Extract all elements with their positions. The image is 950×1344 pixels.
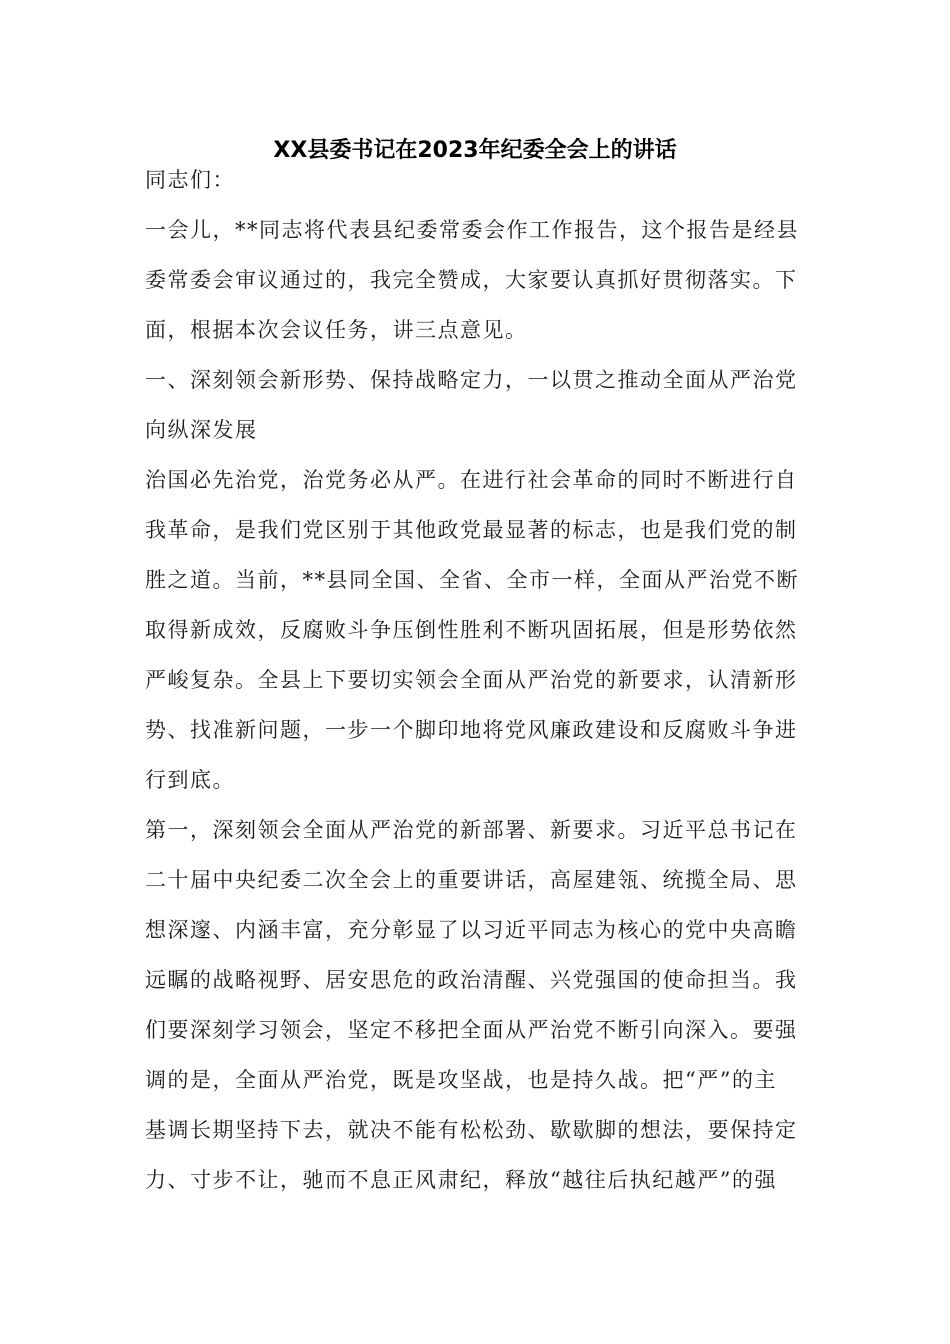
section-heading-line: 一、深刻领会新形势、保持战略定力，一以贯之推动全面从严治党 (145, 368, 798, 392)
section-heading-line: 向纵深发展 (145, 418, 258, 442)
body-line: 治国必先治党，治党务必从严。在进行社会革命的同时不断进行自 (145, 468, 798, 492)
body-line: 我革命，是我们党区别于其他政党最显著的标志，也是我们党的制 (145, 518, 798, 542)
body-line: 二十届中央纪委二次全会上的重要讲话，高屋建瓴、统揽全局、思 (145, 868, 798, 892)
body-line: 取得新成效，反腐败斗争压倒性胜利不断巩固拓展，但是形势依然 (145, 618, 798, 642)
body-line: 远瞩的战略视野、居安思危的政治清醒、兴党强国的使命担当。我 (145, 968, 798, 992)
body-line: 行到底。 (145, 768, 235, 792)
body-line: 调的是，全面从严治党，既是攻坚战，也是持久战。把“严”的主 (145, 1068, 777, 1092)
body-line: 们要深刻学习领会，坚定不移把全面从严治党不断引向深入。要强 (145, 1018, 798, 1042)
document-title: XX县委书记在2023年纪委全会上的讲话 (273, 138, 677, 163)
body-line: 严峻复杂。全县上下要切实领会全面从严治党的新要求，认清新形 (145, 668, 798, 692)
body-line: 胜之道。当前，**县同全国、全省、全市一样，全面从严治党不断 (145, 568, 799, 592)
body-line: 面，根据本次会议任务，讲三点意见。 (145, 318, 528, 342)
body-line: 基调长期坚持下去，就决不能有松松劲、歇歇脚的想法，要保持定 (145, 1118, 798, 1142)
body-line: 势、找准新问题，一步一个脚印地将党风廉政建设和反腐败斗争进 (145, 718, 798, 742)
body-line: 同志们： (145, 168, 235, 192)
body-line: 想深邃、内涵丰富，充分彰显了以习近平同志为核心的党中央高瞻 (145, 918, 798, 942)
body-line: 第一，深刻领会全面从严治党的新部署、新要求。习近平总书记在 (145, 818, 798, 842)
document-body (145, 155, 805, 1205)
body-line: 力、寸步不让，驰而不息正风肃纪，释放“越往后执纪越严”的强 (145, 1168, 777, 1192)
body-line: 委常委会审议通过的，我完全赞成，大家要认真抓好贯彻落实。下 (145, 268, 798, 292)
body-line: 一会儿，**同志将代表县纪委常委会作工作报告，这个报告是经县 (145, 218, 799, 242)
